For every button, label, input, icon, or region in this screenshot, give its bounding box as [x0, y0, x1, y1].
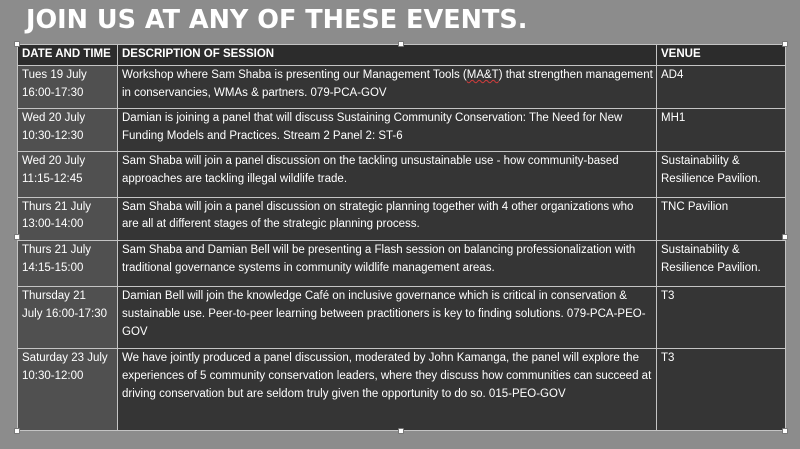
description-text: Workshop where Sam Shaba is presenting our Management Tools (: [122, 69, 467, 81]
time-text: 14:15-15:00: [22, 262, 84, 275]
date-time-cell: [18, 151, 118, 197]
venue-cell: MH1: [657, 108, 786, 151]
venue-cell: T3: [657, 349, 786, 431]
venue-cell: T3: [657, 287, 786, 349]
table-row: [18, 241, 786, 287]
date-text: Tues 19 July: [22, 69, 87, 81]
page-title: JOIN US AT ANY OF THESE EVENTS.: [26, 5, 528, 35]
description-cell: Sam Shaba will join a panel discussion on the tackling unsustainable use - how community-based approaches are tackling illegal wildlife trade.: [118, 151, 657, 197]
venue-cell: Sustainability & Resilience Pavilion.: [657, 151, 786, 197]
table-row: [18, 349, 786, 431]
date-time-cell: [18, 108, 118, 151]
table-row: [18, 287, 786, 349]
date-text: Thurs 21 July: [22, 200, 92, 213]
time-text: 10:30-12:30: [22, 129, 84, 142]
date-text: Wed 20 July: [22, 154, 86, 167]
header-venue: VENUE: [657, 45, 786, 66]
venue-cell: AD4: [657, 66, 786, 109]
date-time-cell: [18, 287, 118, 349]
description-cell: [118, 66, 657, 109]
header-date-time: DATE AND TIME: [18, 45, 118, 66]
table-row: [18, 151, 786, 197]
events-table-frame[interactable]: [17, 44, 785, 431]
description-cell: Damian is joining a panel that will discuss Sustaining Community Conservation: The Need for New Funding Models and Practices. Stream 2 Panel 2: ST-6: [118, 108, 657, 151]
time-text: 11:15-12:45: [22, 172, 83, 185]
date-text: Thurs 21 July: [22, 244, 92, 257]
table-row: [18, 66, 786, 109]
events-table: [17, 44, 786, 431]
date-time-cell: [18, 349, 118, 431]
date-text: Wed 20 July: [22, 111, 86, 124]
time-text: July 16:00-17:30: [22, 308, 108, 321]
table-row: [18, 197, 786, 241]
table-row: [18, 108, 786, 151]
description-text: ) that strengthen management in conservancies, WMAs & partners. 079-PCA-GOV: [122, 69, 653, 99]
date-time-cell: [18, 241, 118, 287]
time-text: 13:00-14:00: [22, 218, 84, 231]
date-text: Thursday 21: [22, 290, 86, 303]
date-time-cell: [18, 197, 118, 241]
description-cell: We have jointly produced a panel discussion, moderated by John Kamanga, the panel will explore the experiences of 5 community conservation leaders, where they discuss how communities can succeed at driving conservation but are seldom truly given the opportunity to do so. 015-PEO-GOV: [118, 349, 657, 431]
venue-cell: Sustainability & Resilience Pavilion.: [657, 241, 786, 287]
description-cell: Sam Shaba will join a panel discussion on strategic planning together with 4 other organizations who are all at different stages of the strategic planning process.: [118, 197, 657, 241]
date-text: Saturday 23 July: [22, 352, 108, 365]
description-cell: Sam Shaba and Damian Bell will be presenting a Flash session on balancing professionalization with traditional governance systems in community wildlife management areas.: [118, 241, 657, 287]
time-text: 10:30-12:00: [22, 370, 84, 383]
date-time-cell: [18, 66, 118, 109]
venue-cell: TNC Pavilion: [657, 197, 786, 241]
description-cell: Damian Bell will join the knowledge Café on inclusive governance which is critical in conservation & sustainable use. Peer-to-peer learning between practitioners is key to finding solutions. 079-PCA-PEO-GOV: [118, 287, 657, 349]
header-description: DESCRIPTION OF SESSION: [118, 45, 657, 66]
time-text: 16:00-17:30: [22, 86, 84, 99]
table-header-row: [18, 45, 786, 66]
spellcheck-flagged-word: MA&T: [466, 69, 499, 81]
